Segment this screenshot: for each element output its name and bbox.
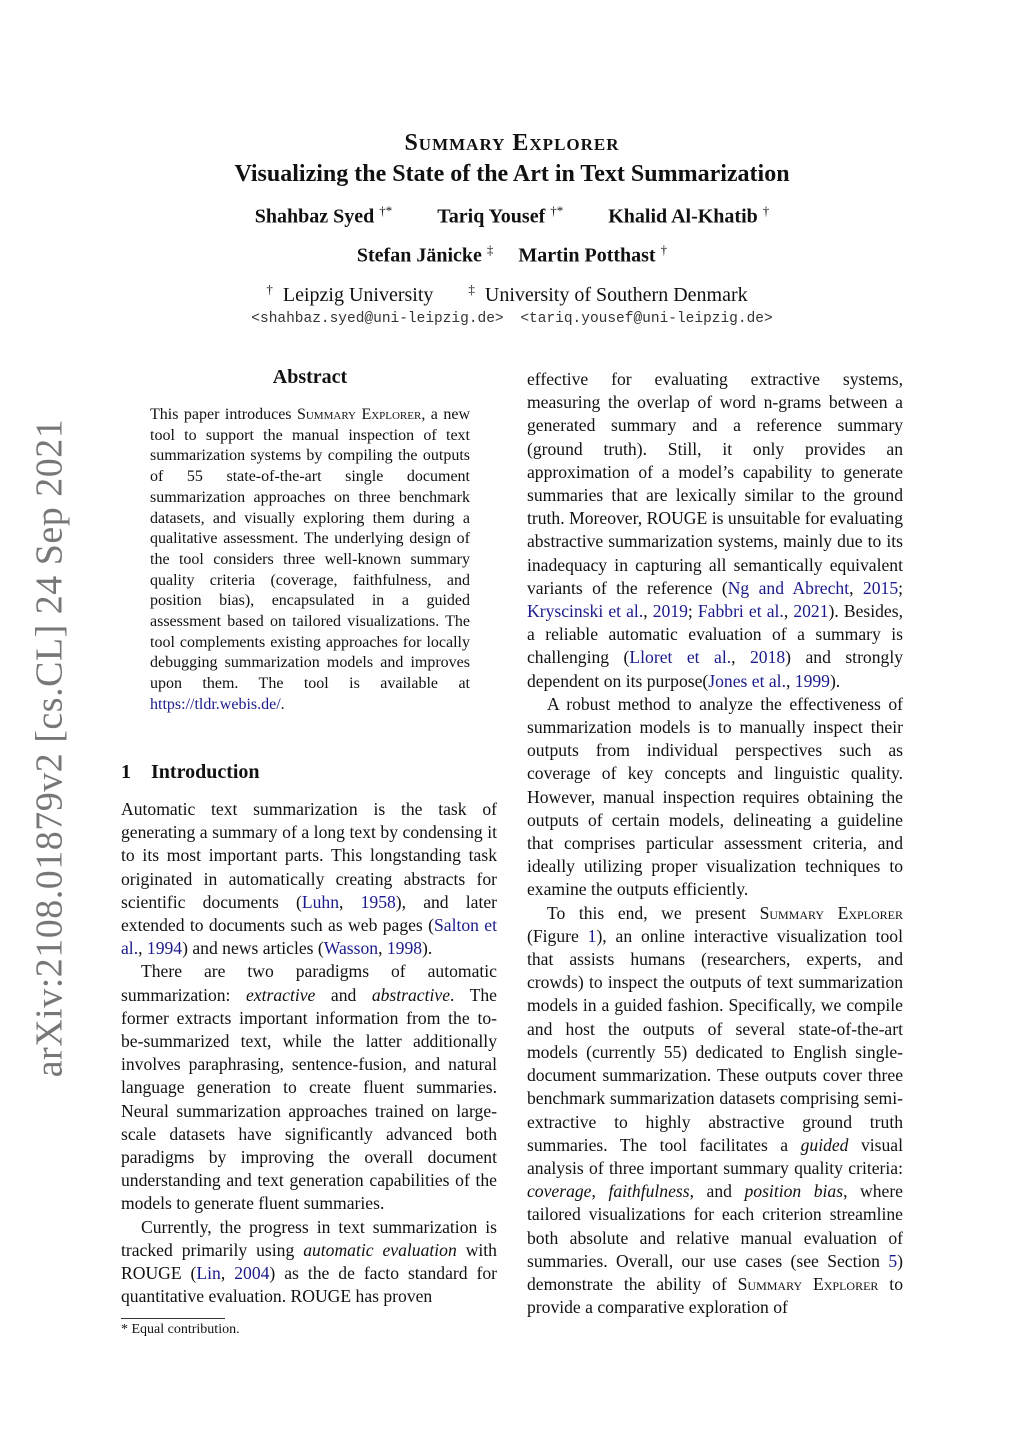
left-column-text	[121, 798, 497, 1308]
citation-link[interactable]: 2018	[749, 647, 786, 668]
citation-link[interactable]: Jones et al.	[708, 670, 786, 691]
affiliation: † Leipzig University	[266, 281, 434, 306]
tool-name: Summary Explorer	[296, 406, 422, 423]
paragraph: effective for evaluating extractive systems, measuring the overlap of word n-grams between a generated summary and a reference summary (ground truth). Still, it only provides an approximation of a model’s capability to generate summaries that are lexically similar to the ground truth. Moreover, ROUGE is unsuitable for evaluating abstractive summarization systems, mainly due to its inadequacy in capturing all semantically equivalent variants of the reference (Ng and Abrecht, 2015; Kryscinski et al., 2019; Fabbri et al., 2021). Besides, a reliable automatic evaluation of a summary is challenging (Lloret et al., 2018) and strongly dependent on its purpose(Jones et al., 1999).	[527, 369, 904, 691]
author: Martin Potthast †	[518, 242, 668, 267]
abstract-heading: Abstract	[272, 366, 348, 388]
section-ref-link[interactable]: 5	[888, 1250, 898, 1271]
tool-name: Summary Explorer	[759, 902, 903, 923]
paragraph: Currently, the progress in text summarization is tracked primarily using automatic evaluation with ROUGE (Lin, 2004) as the de facto standard for quantitative evaluation. ROUGE has proven	[121, 1216, 498, 1307]
paragraph: There are two paradigms of automatic summarization: extractive and abstractive. The former extracts important information from the to-be-summarized text, while the latter additionally involves paraphrasing, sentence-fusion, and natural language generation to create fluent summaries. Neural summarization approaches trained on large-scale datasets have significantly advanced both paradigms by improving the overall document understanding and text generation capabilities of the models to generate fluent summaries.	[121, 961, 497, 1214]
affiliation: ‡ University of Southern Denmark	[468, 281, 748, 306]
citation-link[interactable]: 2019	[652, 601, 688, 622]
citation-link[interactable]: Luhn	[301, 891, 340, 912]
email[interactable]: <shahbaz.syed@uni-leipzig.de>	[251, 311, 504, 327]
title-line-1: Summary Explorer	[404, 130, 620, 156]
citation-link[interactable]: Lin	[196, 1263, 221, 1284]
emails	[0, 311, 1024, 327]
citation-link[interactable]: Wasson	[323, 938, 379, 959]
citation-link[interactable]: Kryscinski et al.	[527, 601, 644, 622]
email[interactable]: <tariq.yousef@uni-leipzig.de>	[520, 311, 773, 327]
affiliations	[0, 281, 1024, 307]
citation-link[interactable]: 1998	[386, 938, 423, 959]
paragraph: To this end, we present Summary Explorer (Figure 1), an online interactive visualization tool that assists humans (researchers, experts, and crowds) to inspect the outputs of text summarization models in a guided fashion. Specifically, we compile and host the outputs of several state-of-the-art models (currently 55) dedicated to English single-document summarization. These outputs cover three benchmark summarization datasets comprising semi-extractive to highly abstractive ground truth summaries. The tool facilitates a guided visual analysis of three important summary quality criteria: coverage, faithfulness, and position bias, where tailored visualizations for each criterion streamline both absolute and relative manual evaluation of summaries. Overall, our use cases (see Section 5) demonstrate the ability of Summary Explorer to provide a comparative exploration of	[527, 902, 903, 1318]
author: Khalid Al-Khatib †	[608, 203, 770, 228]
arxiv-stamp	[12, 418, 87, 1077]
abstract-body: This paper introduces Summary Explorer, a new tool to support the manual inspection of text summarization systems by compiling the outputs of 55 state-of-the-art single document summarization approaches on three benchmark datasets, and visually exploring them during a qualitative assessment. The underlying design of the tool considers three well-known summary quality criteria (coverage, faithfulness, and position bias), encapsulated in a guided assessment based on tailored visualizations. The tool complements existing approaches for locally debugging summarization models and improves upon them. The tool is available at https://tldr.webis.de/.	[150, 406, 470, 713]
title-line-2: Visualizing the State of the Art in Text Summarization	[234, 161, 790, 187]
author: Tariq Yousef †*	[437, 203, 564, 228]
footnote: * Equal contribution.	[121, 1322, 240, 1337]
figure-ref-link[interactable]: 1	[587, 925, 597, 946]
citation-link[interactable]: 1994	[146, 938, 183, 959]
author: Shahbaz Syed †*	[254, 203, 393, 228]
citation-link[interactable]: Lloret et al.	[629, 647, 732, 668]
citation-link[interactable]: Fabbri et al.	[697, 601, 784, 622]
citation-link[interactable]: 2021	[793, 601, 829, 622]
footnote-rule	[121, 1318, 225, 1319]
author: Stefan Jänicke ‡	[356, 242, 494, 267]
citation-link[interactable]: 2015	[862, 577, 899, 598]
citation-link[interactable]: 2004	[234, 1263, 270, 1284]
author-row-1	[0, 203, 1024, 229]
paper-title	[0, 128, 1024, 190]
paragraph: A robust method to analyze the effectiveness of summarization models is to manually inspect their outputs from individual perspectives such as coverage of key concepts and linguistic quality. However, manual inspection requires obtaining the outputs of certain models, delineating a guideline that comprises particular assessment criteria, and ideally utilizing proper visualization techniques to examine the outputs efficiently.	[527, 693, 903, 900]
citation-link[interactable]: 1999	[794, 670, 830, 691]
citation-link[interactable]: Salton et al.	[121, 915, 497, 959]
paragraph: Automatic text summarization is the task of generating a summary of a long text by condensing it to its most important parts. This longstanding task originated in automatically creating abstracts for scientific documents (Luhn, 1958), and later extended to documents such as web pages (Salton et al., 1994) and news articles (Wasson, 1998).	[121, 799, 498, 959]
right-column-text	[527, 368, 903, 1319]
section-heading-introduction: 1 Introduction	[121, 761, 260, 783]
tool-name: Summary Explorer	[737, 1273, 879, 1294]
tool-link[interactable]: https://tldr.webis.de/	[150, 695, 281, 713]
citation-link[interactable]: 1958	[360, 891, 396, 912]
author-row-2	[0, 242, 1024, 268]
arxiv-id: arXiv:2108.01879v2 [cs.CL] 24 Sep 2021	[28, 418, 71, 1077]
citation-link[interactable]: Ng and Abrecht	[727, 577, 850, 598]
